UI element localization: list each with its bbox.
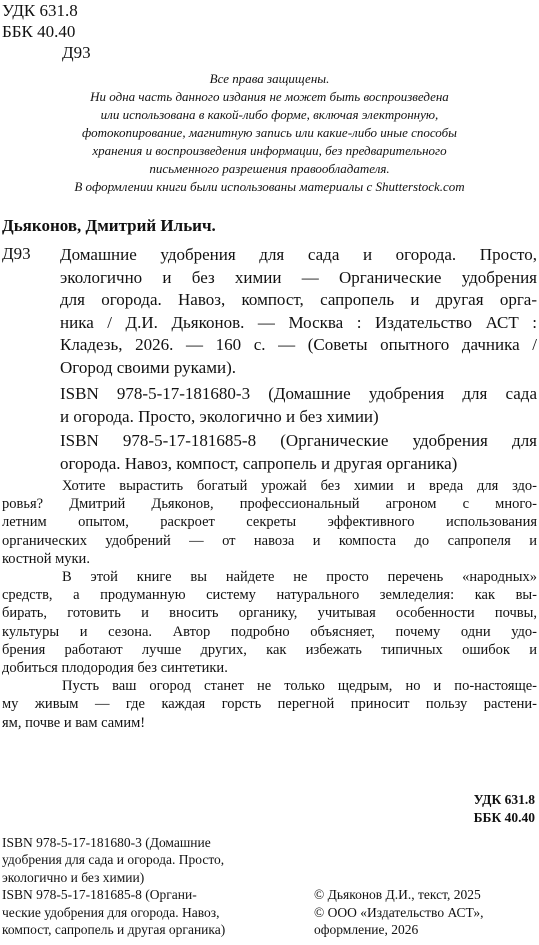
bottom-udk: УДК 631.8 <box>473 792 535 807</box>
annotation-line: органических удобрений — от навоза и компоста до сапропеля и <box>2 532 537 549</box>
annotation <box>2 477 537 732</box>
copyright-block <box>314 886 536 939</box>
bottom-isbn-line: ческие удобрения для огорода. Навоз, <box>2 904 220 920</box>
isbn-line: ISBN 978-5-17-181680-3 (Домашние удобрения для сада <box>60 384 537 403</box>
bottom-isbn-line: ISBN 978-5-17-181685-8 (Органи- <box>2 887 197 903</box>
udk-code: УДК 631.8 <box>2 1 78 20</box>
annotation-line: Хотите вырастить богатый урожай без химии и вреда для здо- <box>62 478 537 494</box>
isbn-entry <box>60 430 537 475</box>
annotation-line: средств, а продуманную систему натурального земледелия: как вы- <box>2 587 537 604</box>
annotation-line: культуры и сезона. Автор подробно объясняет, почему одни удо- <box>2 623 537 640</box>
bbk-code: ББК 40.40 <box>2 22 76 41</box>
copyright-line: © ООО «Издательство АСТ», <box>314 904 484 920</box>
description-line: для огорода. Навоз, компост, сапропель и другая орга- <box>60 290 537 309</box>
bottom-bbk: ББК 40.40 <box>473 810 535 825</box>
annotation-line: летним опытом, раскроет секреты эффективного использования <box>2 514 537 531</box>
isbn-entry <box>60 383 537 428</box>
annotation-line: В этой книге вы найдете не просто перечень «народных» <box>62 569 537 586</box>
annotation-line: добиться плодородия без синтетики. <box>2 660 228 677</box>
annotation-line: брения работают лучше других, как избежать типичных ошибок и <box>2 641 537 658</box>
isbn-line: и огорода. Просто, экологично и без химии) <box>60 406 379 426</box>
annotation-line: Пусть ваш огород станет не только щедрым, но и по-настояще- <box>62 678 537 695</box>
bottom-isbn-line: компост, сапропель и другая органика) <box>2 922 226 938</box>
copyright-line: оформление, 2026 <box>314 922 419 937</box>
rights-notice <box>0 70 539 196</box>
annotation-line: костной муки. <box>2 550 90 567</box>
description-line: экологично и без химии — Органические удобрения <box>60 267 537 287</box>
isbn-line: ISBN 978-5-17-181685-8 (Органические удобрения для <box>60 431 537 450</box>
bottom-isbn-line: экологично и без химии) <box>2 869 145 885</box>
record-description <box>60 244 537 379</box>
notice-line: Ни одна часть данного издания не может быть воспроизведена <box>90 89 449 104</box>
isbn-line: огорода. Навоз, компост, сапропель и другая органика) <box>60 453 458 473</box>
record-code: Д93 <box>2 244 31 263</box>
notice-line: или использована в какой-либо форме, включая электронную, <box>100 107 439 122</box>
notice-line: письменного разрешения правообладателя. <box>149 161 390 176</box>
description-line: Кладезь, 2026. — 160 с. — (Советы опытного дачника / <box>60 335 537 354</box>
notice-line: хранения и воспроизведения информации, без предварительного <box>92 143 447 158</box>
description-line: Домашние удобрения для сада и огорода. Просто, <box>60 245 537 264</box>
annotation-line: ровья? Дмитрий Дьяконов, профессиональный агроном с много- <box>2 496 537 513</box>
notice-line: фотокопирование, магнитную запись или какие-либо иные способы <box>82 125 457 140</box>
annotation-line: бирать, готовить и вносить органику, учитывая особенности почвы, <box>2 605 537 622</box>
notice-line: В оформлении книги были использованы материалы с Shutterstock.com <box>74 179 465 194</box>
bottom-isbn-line: ISBN 978-5-17-181680-3 (Домашние <box>2 835 211 850</box>
description-line: ника / Д.И. Дьяконов. — Москва : Издательство АСТ : <box>60 312 537 332</box>
description-line: Огород своими руками). <box>60 357 236 377</box>
copyright-line: © Дьяконов Д.И., текст, 2025 <box>314 887 481 902</box>
annotation-line: му живым — где каждая горсть перегной приносит пользу растени- <box>2 696 537 713</box>
annotation-line: ям, почве и вам самим! <box>2 714 146 731</box>
author-heading: Дьяконов, Дмитрий Ильич. <box>2 216 216 235</box>
bottom-isbn-line: удобрения для сада и огорода. Просто, <box>2 852 225 868</box>
bottom-isbn-block <box>2 834 302 938</box>
author-mark: Д93 <box>62 43 91 62</box>
notice-line: Все права защищены. <box>209 71 330 86</box>
